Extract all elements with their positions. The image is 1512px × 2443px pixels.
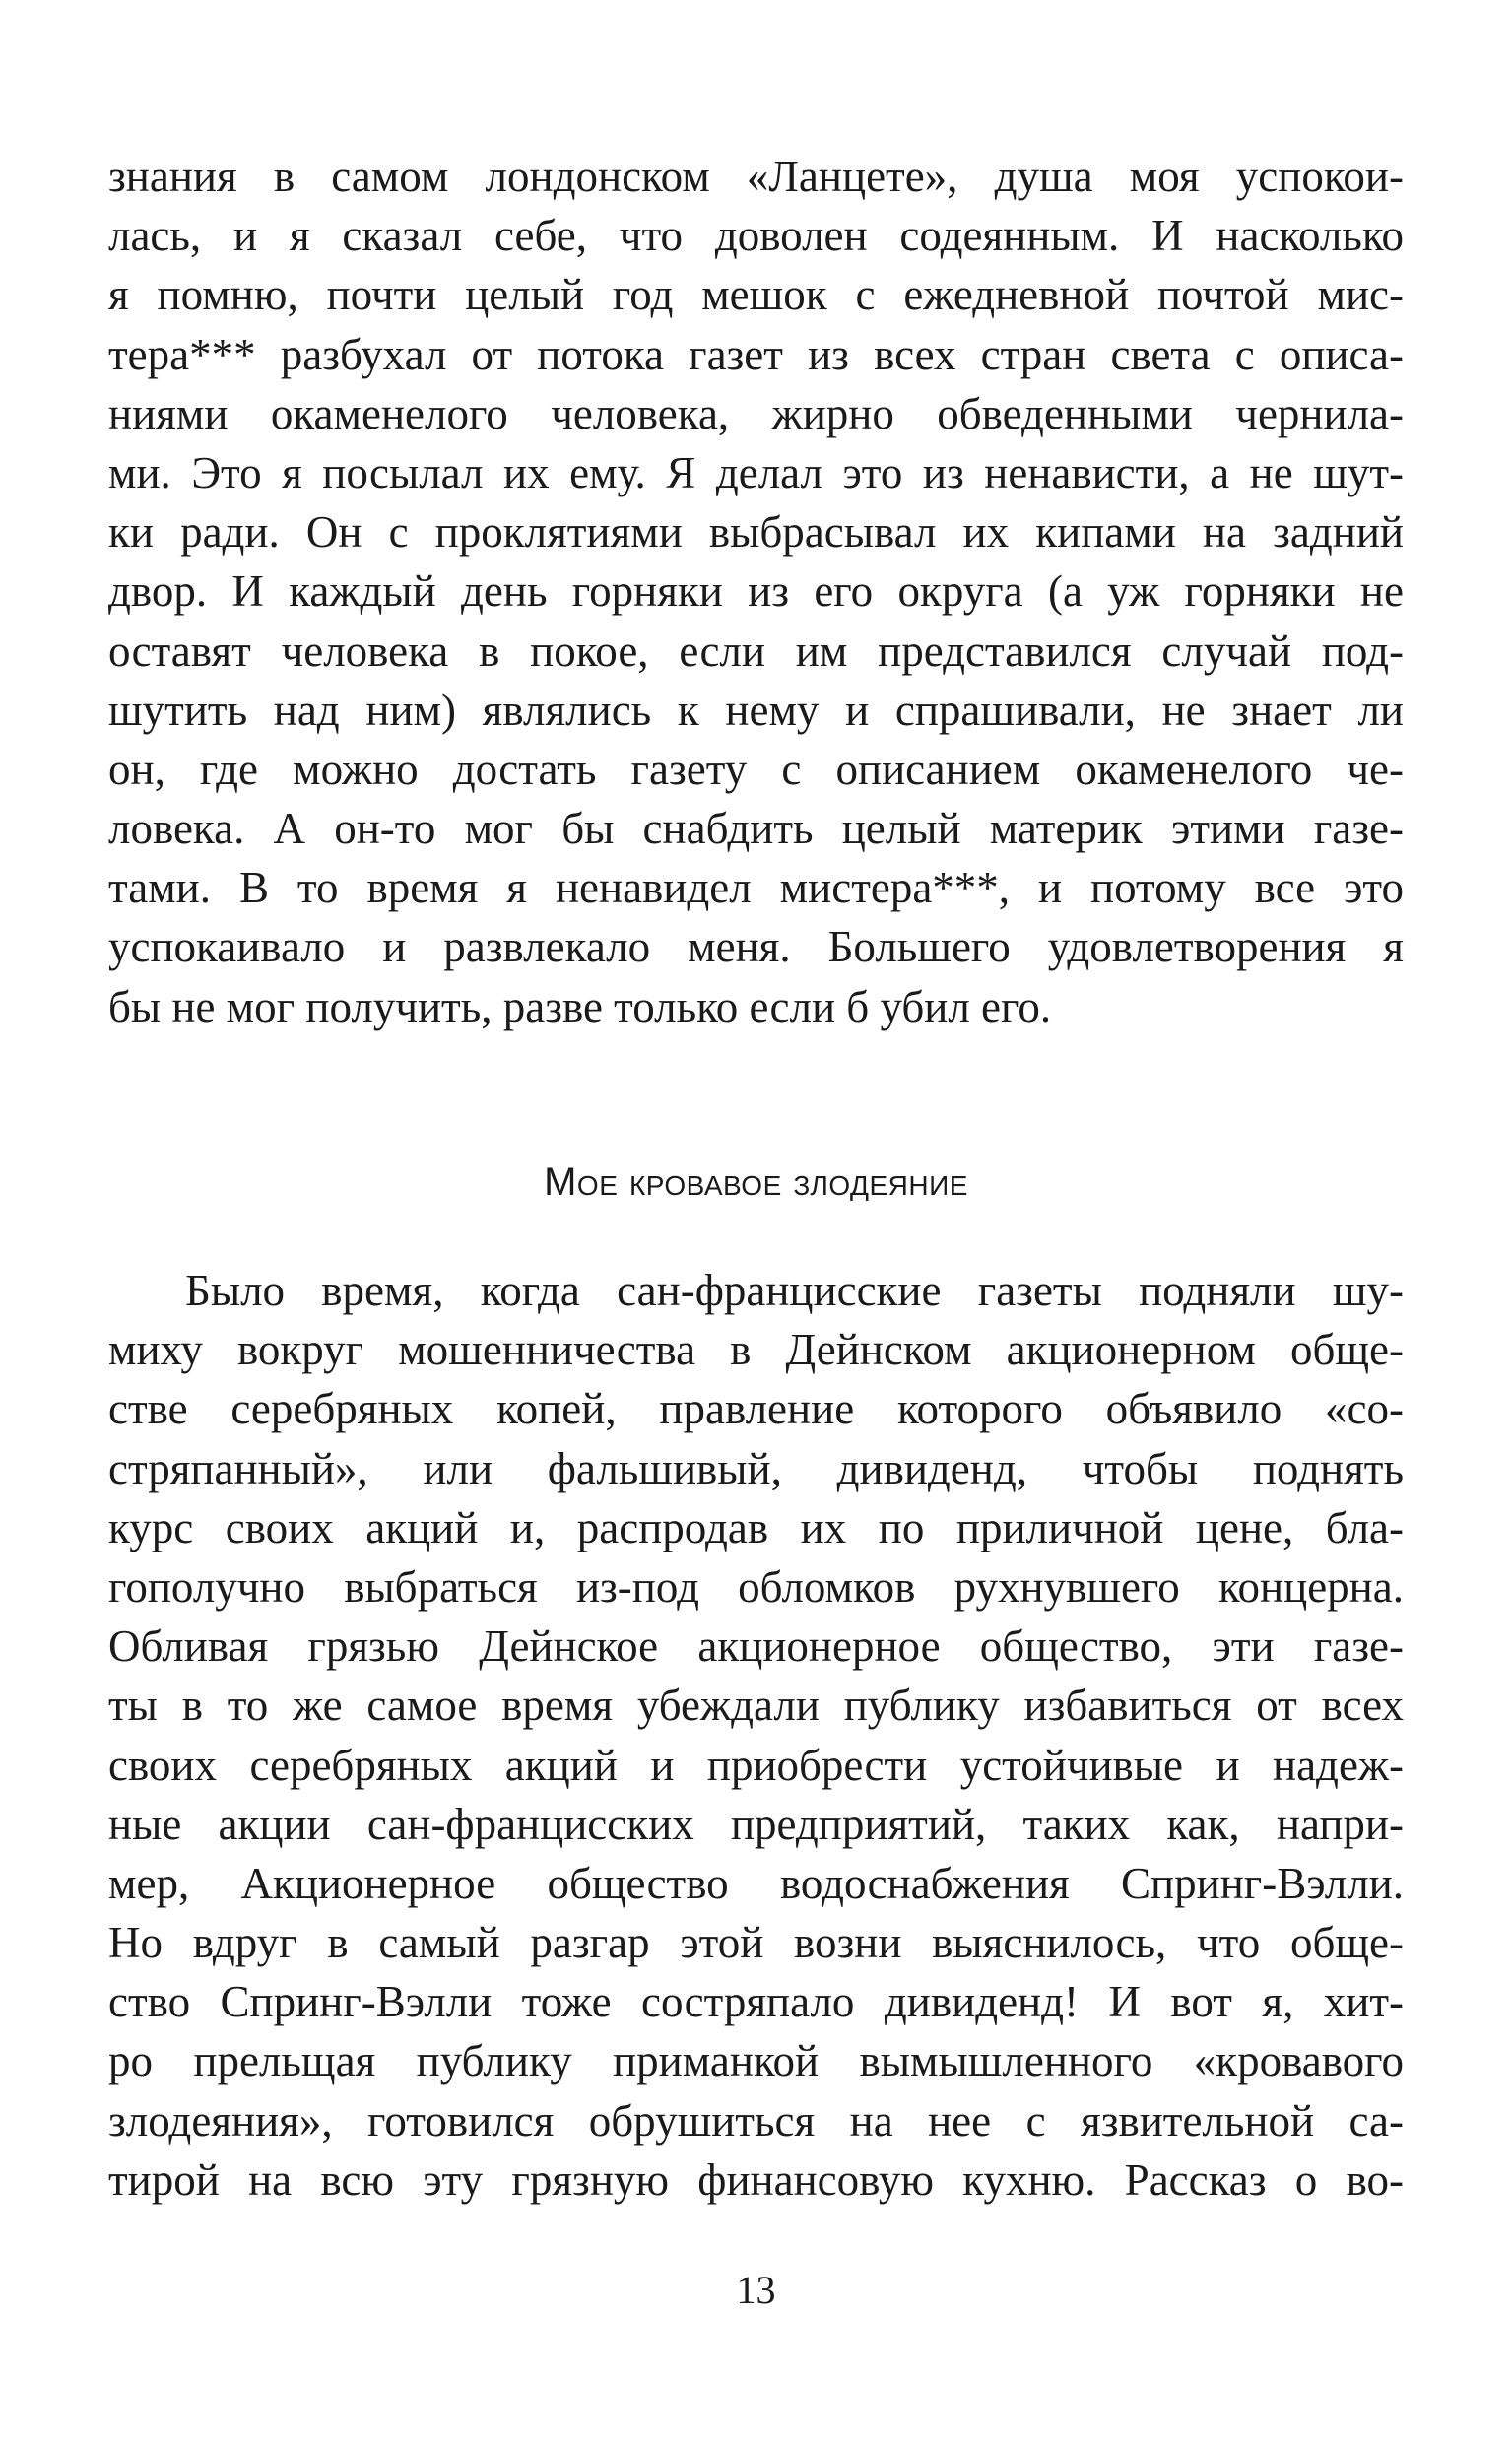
text-line: успокаивало и развлекало меня. Большего удовлетворения я [108,922,1404,972]
text-line: Было время, когда сан-францисские газеты подняли шу- [185,1266,1404,1315]
text-line: ро прельщая публику приманкой вымышленного «кровавого [108,2036,1404,2086]
text-line: бы не мог получить, разве только если б убил его. [108,981,1052,1031]
text-line: двор. И каждый день горняки из его округа (а уж горняки не [108,566,1404,617]
text-line: гополучно выбраться из-под обломков рухнувшего концерна. [108,1561,1404,1612]
text-line: он, где можно достать газету с описанием окаменелого че- [108,744,1404,794]
text-line: злодеяния», готовился обрушиться на нее с язвительной са- [108,2095,1404,2146]
text-line: ми. Это я посылал их ему. Я делал это из ненависти, а не шут- [108,447,1404,497]
text-line: тера*** разбухал от потока газет из всех стран света с описа- [108,329,1404,379]
text-line: ты в то же самое время убеждали публику избавиться от всех [108,1681,1404,1731]
text-line: своих серебряных акций и приобрести устойчивые и надеж- [108,1740,1404,1790]
text-line: оставят человека в покое, если им представился случай под- [108,626,1404,676]
text-line: шутить над ним) являлись к нему и спрашивали, не знает ли [108,685,1404,735]
section-heading: Мое кровавое злодеяние [544,1160,968,1204]
text-line: миху вокруг мошенничества в Дейнском акционерном обще- [108,1325,1404,1375]
text-line: мер, Акционерное общество водоснабжения Спринг-Вэлли. [108,1858,1404,1908]
text-line: курс своих акций и, распродав их по приличной цене, бла- [108,1502,1404,1552]
text-line: я помню, почти целый год мешок с ежедневной почтой мис- [108,270,1404,320]
text-line: ниями окаменелого человека, жирно обведенными чернила- [108,388,1404,438]
page-number: 13 [736,2268,776,2312]
text-line: ные акции сан-францисских предприятий, таких как, напри- [108,1799,1404,1849]
text-line: ство Спринг-Вэлли тоже состряпало дивиденд! И вот я, хит- [108,1977,1404,2027]
text-line: Но вдруг в самый разгар этой возни выяснилось, что обще- [108,1918,1404,1968]
text-line: ловека. А он-то мог бы снабдить целый материк этими газе- [108,804,1404,854]
text-line: тами. В то время я ненавидел мистера***, и потому все это [108,863,1404,913]
text-line: тирой на всю эту грязную финансовую кухню. Рассказ о во- [108,2154,1404,2205]
text-line: знания в самом лондонском «Ланцете», душа моя успокои- [108,152,1404,201]
paragraph-bottom [108,1261,1404,2210]
text-line: стве серебряных копей, правление которого объявило «со- [108,1384,1404,1434]
text-line: стряпанный», или фальшивый, дивиденд, чтобы поднять [108,1443,1404,1493]
paragraph-top [108,147,1404,1036]
text-line: ки ради. Он с проклятиями выбрасывал их кипами на задний [108,507,1404,558]
text-line: Обливая грязью Дейнское акционерное общество, эти газе- [108,1621,1404,1672]
text-line: лась, и я сказал себе, что доволен содеянным. И насколько [108,211,1404,261]
